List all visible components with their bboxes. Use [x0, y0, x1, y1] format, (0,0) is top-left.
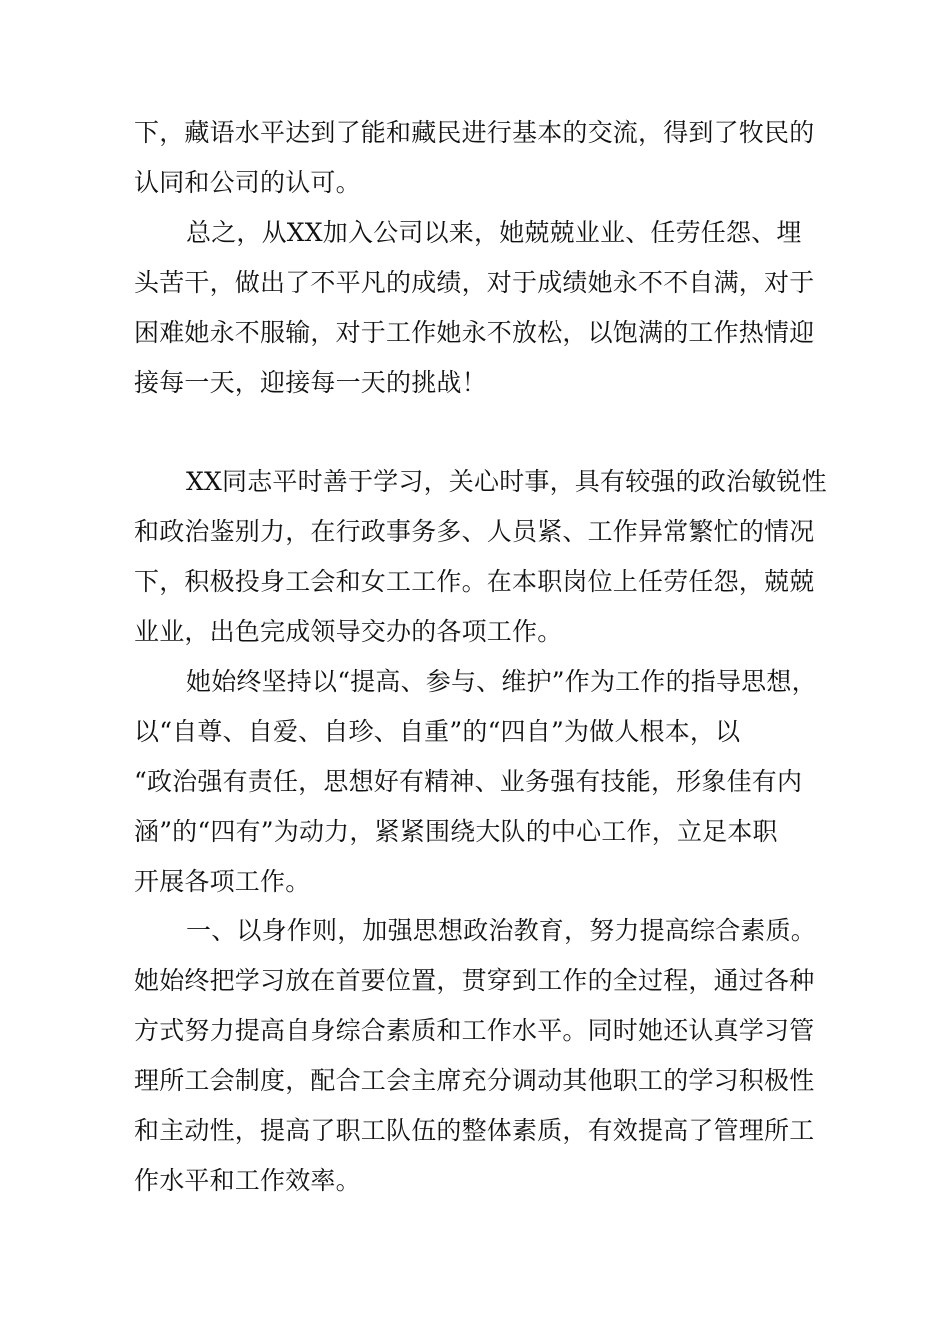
- text-line: 头苦干，做出了不平凡的成绩，对于成绩她永不不自满，对于: [134, 268, 815, 297]
- text-line: 下，积极投身工会和女工工作。在本职岗位上任劳任怨，兢兢: [134, 567, 815, 596]
- text-line: XX同志平时善于学习，关心时事，具有较强的政治敏锐性: [186, 467, 827, 496]
- text-line: 和主动性，提高了职工队伍的整体素质，有效提高了管理所工: [134, 1116, 815, 1145]
- text-line: 她始终把学习放在首要位置，贯穿到工作的全过程，通过各种: [134, 966, 815, 995]
- text-line: 开展各项工作。: [134, 867, 311, 896]
- text-line: 方式努力提高自身综合素质和工作水平。同时她还认真学习管: [134, 1016, 815, 1045]
- text-line: 理所工会制度，配合工会主席充分调动其他职工的学习积极性: [134, 1066, 815, 1095]
- text-line: 以“自尊、自爱、自珍、自重”的“四自”为做人根本，以: [134, 717, 741, 746]
- text-line: 她始终坚持以“提高、参与、维护”作为工作的指导思想，: [186, 667, 817, 696]
- text-line: “政治强有责任，思想好有精神、业务强有技能，形象佳有内: [134, 767, 803, 796]
- text-line: 认同和公司的认可。: [134, 168, 361, 197]
- text-line: 总之，从XX加入公司以来，她兢兢业业、任劳任怨、埋: [186, 218, 802, 247]
- text-line: 困难她永不服输，对于工作她永不放松，以饱满的工作热情迎: [134, 318, 815, 347]
- text-line: 业业，出色完成领导交办的各项工作。: [134, 617, 563, 646]
- text-line: 涵”的“四有”为动力，紧紧围绕大队的中心工作，立足本职: [134, 817, 778, 846]
- text-line: 一、以身作则，加强思想政治教育，努力提高综合素质。: [186, 916, 817, 945]
- text-line: 下，藏语水平达到了能和藏民进行基本的交流，得到了牧民的: [134, 118, 815, 147]
- text-line: 接每一天，迎接每一天的挑战！: [134, 368, 487, 397]
- text-line: 和政治鉴别力，在行政事务多、人员紧、工作异常繁忙的情况: [134, 517, 815, 546]
- text-line: 作水平和工作效率。: [134, 1166, 361, 1195]
